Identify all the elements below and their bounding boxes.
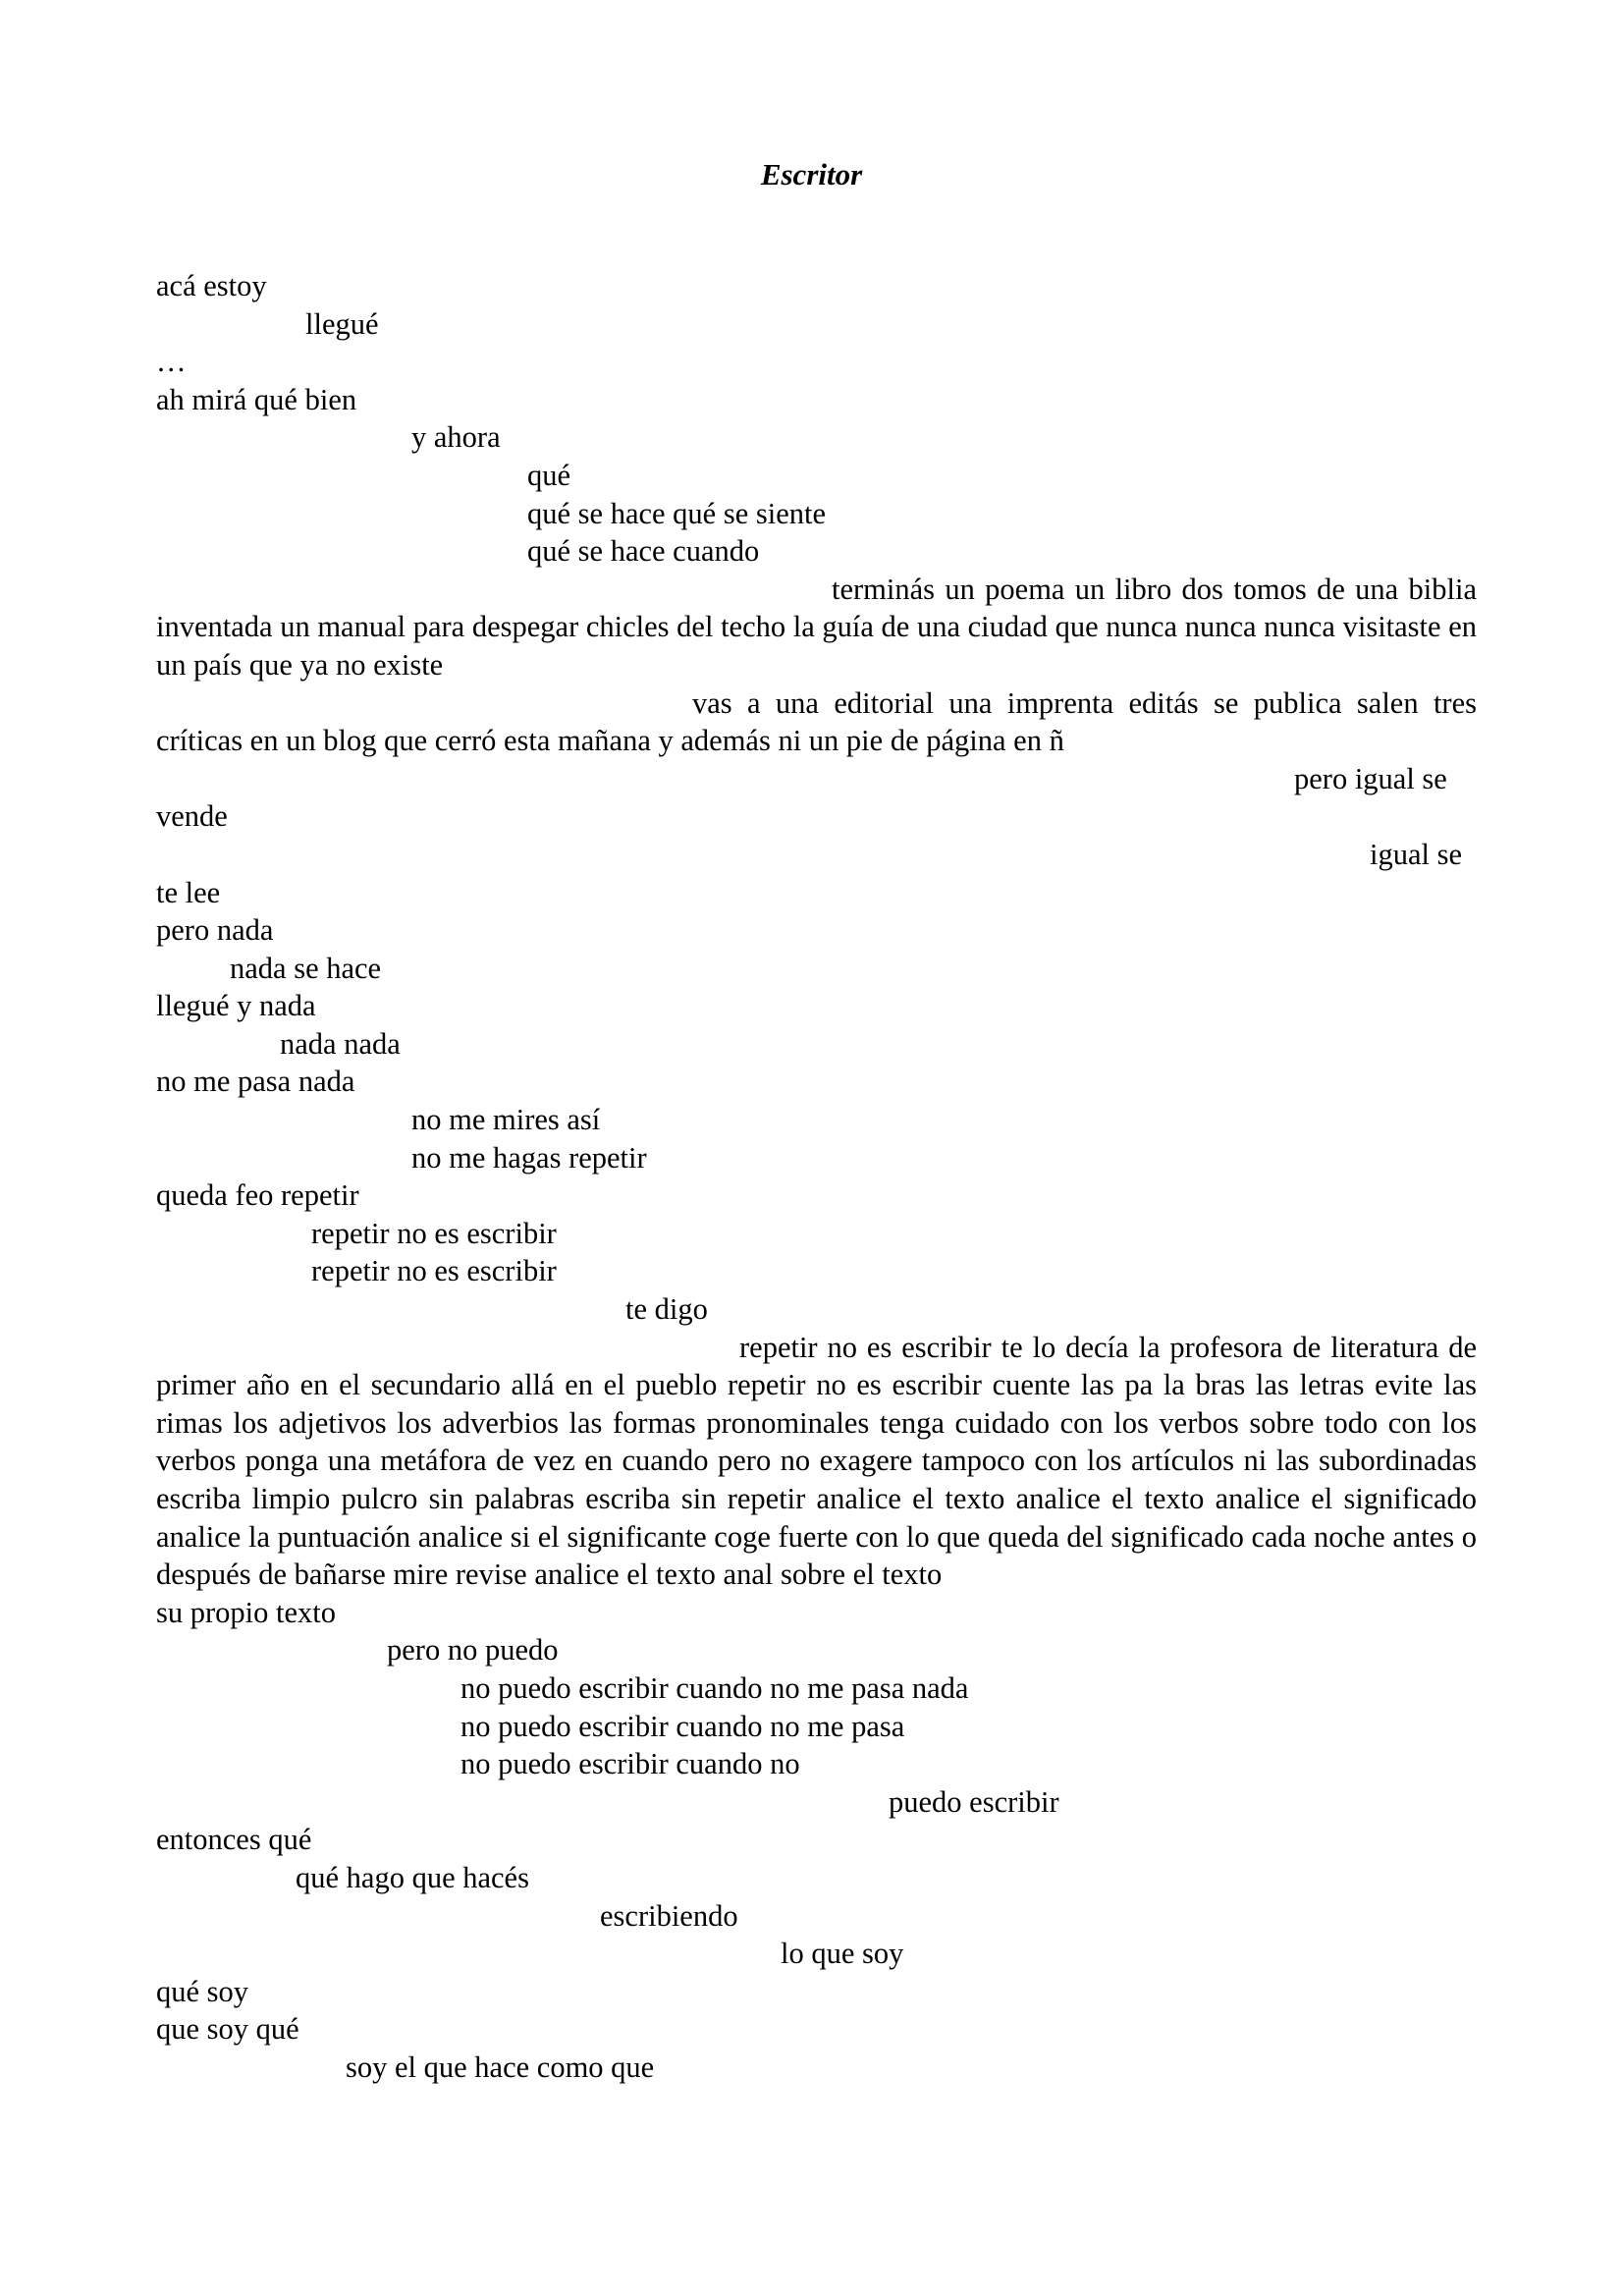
poem-line: qué hago que hacés — [296, 1860, 529, 1894]
poem-body — [156, 267, 1477, 2087]
poem-paragraph: repetir no es escribir te lo decía la profesora de literatura de primer año en el secundario allá en el pueblo repetir no es escribir cuente las pa la bras las letras evite las rimas los adjetivos los adverbios las formas pronominales tenga cuidado con los verbos sobre todo con los verbos ponga una metáfora de vez en cuando pero no exagere tampoco con los artículos ni las subordinadas escriba limpio pulcro sin palabras escriba sin repetir analice el texto analice el texto analice el significado analice la puntuación analice si el significante coge fuerte con lo que queda del significado cada noche antes o después de bañarse mire revise analice el texto anal sobre el texto — [156, 1330, 1477, 1592]
poem-line: no me mires así — [411, 1103, 601, 1137]
poem-line: lo que soy — [781, 1937, 904, 1971]
poem-line: soy el que hace como que — [346, 2050, 655, 2084]
poem-line: qué se hace qué se siente — [527, 496, 827, 530]
poem-paragraph: terminás un poema un libro dos tomos de una biblia inventada un manual para despegar chicles del techo la guía de una ciudad que nunca nunca nunca visitaste en un país que ya no existe — [156, 572, 1477, 682]
poem-line: escribiendo — [600, 1898, 738, 1933]
poem-line: qué — [527, 458, 571, 492]
poem-line: ah mirá qué bien — [156, 382, 357, 416]
poem-line: qué se hace cuando — [527, 534, 760, 569]
poem-line: no me pasa nada — [156, 1065, 355, 1099]
poem-line: entonces qué — [156, 1823, 312, 1857]
poem-line: no me hagas repetir — [411, 1140, 647, 1175]
poem-line: nada se hace — [230, 951, 382, 985]
poem-line: puedo escribir — [889, 1784, 1059, 1819]
poem-line: pero igual se — [1294, 761, 1447, 795]
poem-line: que soy qué — [156, 2012, 299, 2047]
poem-line: llegué — [305, 306, 379, 341]
poem-line: acá estoy — [156, 269, 267, 302]
poem-line: te digo — [625, 1292, 708, 1327]
poem-line: … — [156, 345, 187, 379]
poem-line: te lee — [156, 875, 221, 909]
poem-line: repetir no es escribir — [311, 1216, 557, 1250]
poem-line: qué soy — [156, 1974, 249, 2008]
poem-line: pero no puedo — [387, 1633, 559, 1667]
poem-line: igual se — [1370, 837, 1463, 871]
poem-line: pero nada — [156, 913, 274, 948]
poem-title: Escritor — [760, 157, 863, 191]
poem-line: queda feo repetir — [156, 1178, 359, 1213]
poem-line: no puedo escribir cuando no — [460, 1747, 800, 1781]
poem-line: su propio texto — [156, 1595, 336, 1629]
poem-paragraph: vas a una editorial una imprenta editás se publica salen tres críticas en un blog que cerró esta mañana y además ni un pie de página en ñ — [156, 685, 1477, 758]
poem-line: vende — [156, 799, 228, 834]
poem-line: y ahora — [411, 420, 501, 455]
poem-line: nada nada — [280, 1026, 401, 1061]
poem-line: llegué y nada — [156, 989, 316, 1023]
poem-line: no puedo escribir cuando no me pasa — [460, 1709, 905, 1743]
poem-line: repetir no es escribir — [311, 1254, 557, 1288]
poem-line: no puedo escribir cuando no me pasa nada — [460, 1670, 969, 1705]
